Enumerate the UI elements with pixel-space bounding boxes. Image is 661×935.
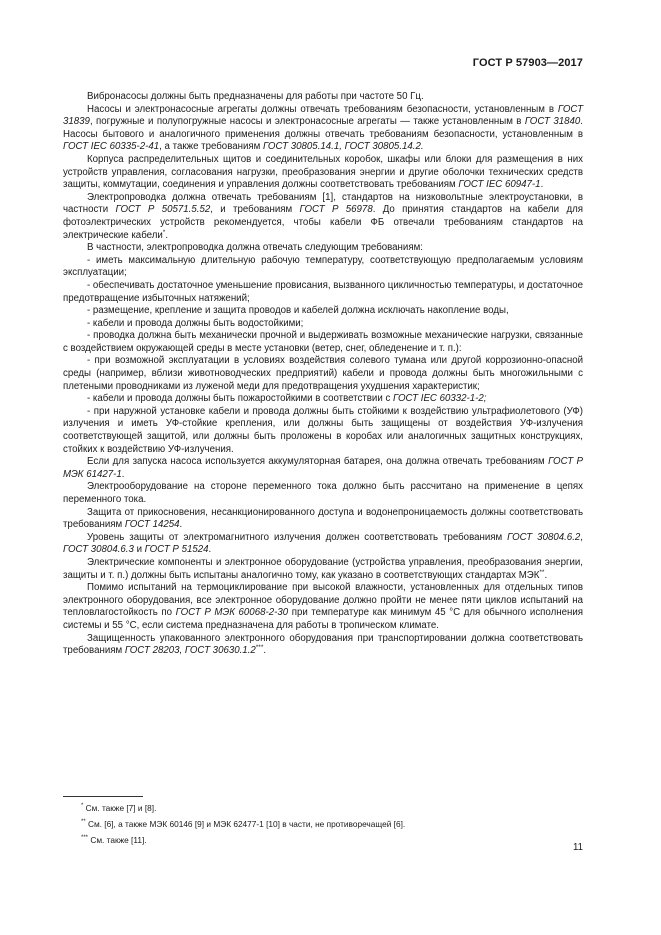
footnote-text: См. также [7] и [8]. (83, 802, 157, 813)
standard-reference: ГОСТ 30805.14.1, ГОСТ 30805.14.2. (262, 141, 424, 153)
paragraph (63, 91, 583, 104)
text-run: - обеспечивать достаточное уменьшение провисания, вызванного цикличностью температуры, и достаточное предотвращение избыточных натяжений; (63, 279, 583, 304)
text-run: Если для запуска насоса используется аккумуляторная батарея, она должна отвечать требованиям (87, 456, 549, 468)
standard-reference: ГОСТ Р 56978 (299, 204, 373, 216)
text-run: . До принятия стандартов на кабели для фотоэлектрических устройств рекомендуется, чтобы кабели ФБ отвечали требованиям стандартов на электрические кабели (63, 204, 583, 241)
standard-reference: ГОСТ 30804.6.3 (63, 544, 134, 556)
text-run: Вибронасосы должны быть предназначены для работы при частоте 50 Гц. (87, 91, 424, 102)
footnote (63, 831, 583, 847)
text-run: . (208, 544, 212, 556)
text-run: - размещение, крепление и защита проводов и кабелей должна исключать накопление воды, (87, 305, 509, 317)
text-run: . (121, 468, 125, 480)
text-run: . (179, 519, 183, 531)
text-run: . (540, 179, 544, 191)
paragraph (63, 305, 583, 318)
paragraph (63, 242, 583, 255)
paragraph (63, 255, 583, 280)
text-run: - иметь максимальную длительную рабочую температуру, соответствующую предполагаемым условиям эксплуатации; (63, 254, 583, 279)
text-run: Насосы и электронасосные агрегаты должны отвечать требованиям безопасности, установленным в (87, 103, 558, 115)
text-run: - кабели и провода должны быть водостойкими; (87, 317, 304, 329)
standard-reference: ГОСТ Р 50571.5.52 (115, 204, 211, 216)
text-run: , (580, 531, 583, 543)
paragraph (63, 507, 583, 532)
standard-reference: ГОСТ 14254 (124, 519, 180, 531)
paragraph (63, 557, 583, 582)
footnote (63, 799, 583, 815)
document-header: ГОСТ Р 57903—2017 (472, 57, 583, 69)
footnote-ref: *** (255, 643, 264, 651)
text-run: , а также требованиям (159, 141, 263, 153)
paragraph (63, 104, 583, 154)
text-run: Электрооборудование на стороне переменного тока должно быть рассчитано на применение в цепях переменного тока. (63, 481, 583, 505)
footnote-mark: *** (81, 834, 89, 841)
text-run: . Насосы бытового и аналогичного применения должны отвечать требованиям безопасности, установленным в (63, 116, 583, 140)
text-run: - проводка должна быть механически прочной и выдерживать возможные механические нагрузки, связанные с воздействием окружающей среды в месте установки (ветер, снег, обледенение и т. п.): (63, 330, 583, 354)
text-run: Электропроводка должна отвечать требованиям [1], стандартов на низковольтные электроустановки, в частности (63, 191, 583, 216)
page-number: 11 (572, 842, 583, 853)
text-run: Уровень защиты от электромагнитного излучения должен соответствовать требованиям (87, 531, 508, 543)
footnote-text: См. [6], а также МЭК 60146 [9] и МЭК 62477-1 [10] в части, не противоречащей [6]. (85, 818, 406, 829)
paragraph (63, 532, 583, 557)
text-run: и (133, 544, 145, 556)
standard-reference: ГОСТ Р МЭК 60068-2-30 (175, 607, 289, 619)
standard-reference: ГОСТ IEC 60332-1-2; (393, 393, 487, 405)
document-body (63, 91, 583, 658)
text-run: , и требованиям (210, 204, 300, 216)
text-run: Защищенность упакованного электронного оборудования при транспортировании должна соответствовать требованиям (63, 632, 583, 657)
paragraph (63, 633, 583, 658)
footnotes (63, 799, 583, 846)
footnote (63, 815, 583, 831)
text-run: Защита от прикосновения, несанкционированного доступа и водонепроницаемость должны соответствовать требованиям (63, 506, 583, 531)
text-run: . (263, 645, 267, 657)
text-run: , погружные и полупогружные насосы и электронасосные агрегаты — также установленным в (89, 116, 525, 128)
standard-reference: ГОСТ 31840 (524, 116, 581, 128)
footnote-divider (63, 796, 143, 797)
text-run: - при возможной эксплуатации в условиях воздействия солевого тумана или другой коррозионно-опасной среды (например, вблизи животноводческих предприятий) кабели и провода должны быть многожильными с плетеными проводниками из луженой меди для предотвращения ухудшения характеристик; (63, 355, 583, 392)
text-run: - кабели и провода должны быть пожаростойкими в соответствии с (87, 393, 393, 405)
text-run: при температуре как минимум 45 °С для обычного исполнения системы и 55 °С, если система предназначена для работы в тропическом климате. (63, 607, 583, 631)
paragraph (63, 406, 583, 456)
text-run: В частности, электропроводка должна отвечать следующим требованиям: (87, 242, 423, 254)
text-run: Электрические компоненты и электронное оборудование (устройства управления, преобразования энергии, защиты и т. п.) должны быть испытаны аналогично тому, как указано в соответствующих стандартах МЭК (63, 556, 583, 581)
paragraph (63, 280, 583, 305)
standard-reference: ГОСТ IEC 60335-2-41 (63, 141, 160, 153)
text-run: Помимо испытаний на термоциклирование при высокой влажности, установленных для отдельных типов электронного оборудования, все электронное оборудование должно пройти не менее пяти циклов испытаний на тепловлагостойкость по (63, 582, 583, 619)
standard-reference: ГОСТ 28203, ГОСТ 30630.1.2 (124, 645, 256, 657)
paragraph (63, 456, 583, 481)
standard-reference: ГОСТ 31839 (63, 103, 583, 128)
paragraph (63, 481, 583, 506)
paragraph (63, 582, 583, 632)
paragraph (63, 154, 583, 192)
standard-reference: ГОСТ IEC 60947-1 (458, 179, 541, 191)
standard-reference: ГОСТ Р 51524 (144, 544, 209, 556)
footnote-ref: * (162, 228, 166, 236)
footnote-text: См. также [11]. (88, 834, 147, 845)
text-run: Корпуса распределительных щитов и соединительных коробок, шкафы или блоки для размещения в них устройств управления, согласования нагрузки, преобразования энергии и другие оболочки технических средств защиты, коммутации, соединения и управления должны соответствовать требованиям (63, 153, 583, 191)
standard-reference: ГОСТ Р МЭК 61427-1 (63, 456, 584, 480)
text-run: - при наружной установке кабели и провода должны быть стойкими к воздействию ультрафиолетового (УФ) излучения и иметь УФ-стойкие крепления, или должны быть защищены от воздействия УФ-излучения соответствующей защитой, или должны быть проложены в коробах или аналогичных защитных конструкциях, стойких к воздействию УФ-излучения. (63, 405, 583, 455)
text-run: . (165, 229, 169, 241)
paragraph (63, 330, 583, 355)
footnote-mark: ** (81, 818, 86, 825)
paragraph (63, 318, 583, 331)
standard-reference: ГОСТ 30804.6.2 (507, 531, 581, 543)
paragraph (63, 393, 583, 406)
footnote-mark: * (81, 803, 84, 809)
text-run: . (544, 569, 548, 581)
paragraph (63, 192, 583, 242)
footnote-ref: ** (539, 568, 545, 576)
paragraph (63, 355, 583, 393)
